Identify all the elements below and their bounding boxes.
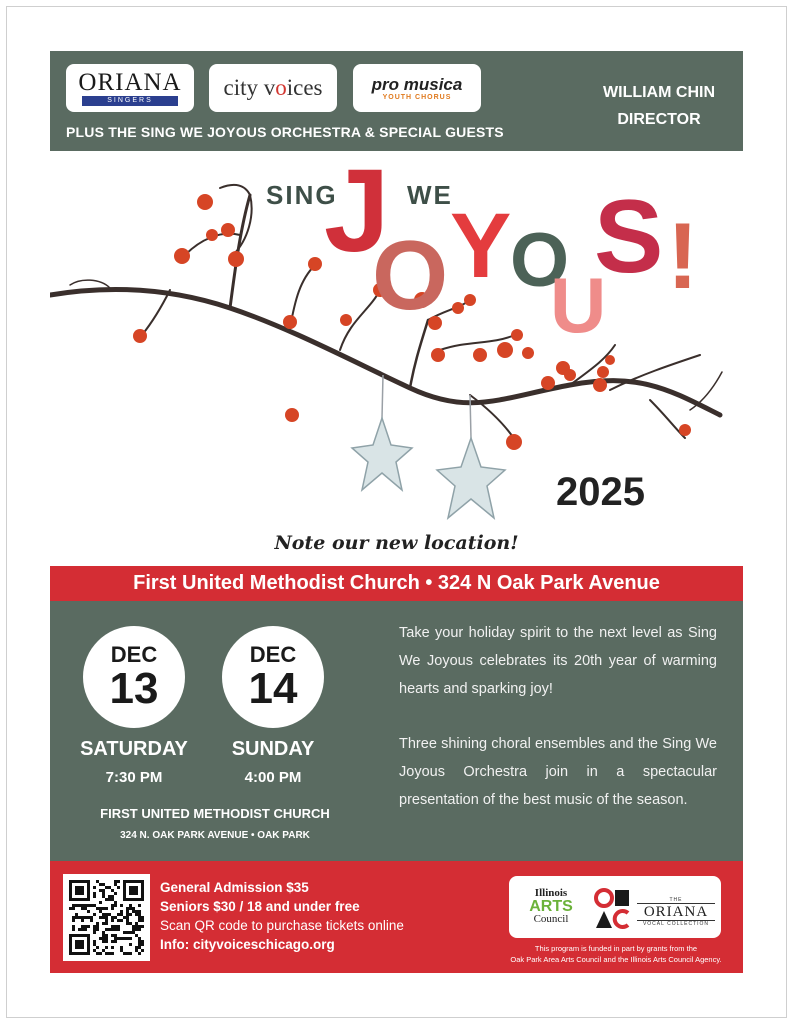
event-year: 2025	[556, 470, 645, 514]
title-joyous-u: U	[550, 261, 607, 349]
ornament-strings	[382, 375, 471, 438]
director-name: WILLIAM CHIN	[603, 84, 715, 101]
city-voices-word-b: ices	[286, 75, 323, 100]
iac-illinois: Illinois	[534, 887, 568, 899]
general-admission: General Admission $35	[160, 880, 309, 895]
senior-pricing: Seniors $30 / 18 and under free	[160, 899, 360, 914]
date-month: DEC	[249, 642, 297, 667]
church-name: FIRST UNITED METHODIST CHURCH	[100, 806, 330, 821]
grant-line-1: This program is funded in part by grants from the	[534, 944, 698, 953]
iac-arts: ARTS	[529, 898, 573, 915]
date-badge-sunday	[222, 626, 324, 728]
event-details	[50, 601, 743, 861]
ticket-qr-code[interactable]	[63, 874, 150, 961]
grant-acknowledgement	[490, 943, 742, 965]
time-saturday: 7:30 PM	[105, 769, 163, 786]
info-link[interactable]: Info: cityvoiceschicago.org	[160, 937, 335, 952]
oriana-vocal-collection-logo	[637, 897, 715, 927]
title-joyous-o2: O	[510, 218, 570, 303]
ticket-info	[160, 878, 404, 954]
pro-musica-word: pro musica	[371, 74, 463, 94]
ovc-the: THE	[669, 897, 683, 903]
qr-code-pattern	[69, 880, 144, 955]
director-title: DIRECTOR	[617, 111, 701, 128]
title-joyous-excl: !	[667, 203, 699, 308]
scan-instruction: Scan QR code to purchase tickets online	[160, 918, 404, 933]
new-location-note: Note our new location!	[274, 532, 519, 554]
oriana-logo-word: ORIANA	[78, 68, 182, 96]
illinois-arts-council-logo	[515, 887, 587, 926]
director-credit	[603, 79, 715, 133]
title-joyous-y: Y	[450, 195, 512, 297]
blurb-paragraph-1: Take your holiday spirit to the next level as Sing We Joyous celebrates its 20th year of warming hearts and sparking joy!	[399, 625, 717, 697]
time-sunday: 4:00 PM	[244, 769, 302, 786]
ovc-sub: VOCAL COLLECTION	[642, 921, 710, 927]
title-joyous-s: S	[594, 179, 664, 295]
plus-guests-line: PLUS THE SING WE JOYOUS ORCHESTRA & SPECIAL GUESTS	[66, 124, 504, 140]
ticket-footer	[50, 861, 743, 973]
date-day: 13	[109, 664, 159, 713]
oriana-singers-logo	[66, 64, 194, 112]
weekday-saturday: SATURDAY	[80, 738, 188, 760]
date-badge-saturday	[83, 626, 185, 728]
pro-musica-sub: YOUTH CHORUS	[382, 93, 452, 101]
grant-line-2: Oak Park Area Arts Council and the Illinois Arts Council Agency.	[510, 955, 722, 964]
date-day: 14	[248, 664, 298, 713]
city-voices-word-o: o	[275, 75, 287, 100]
pro-musica-logo	[353, 64, 481, 112]
church-address: 324 N. OAK PARK AVENUE • OAK PARK	[120, 830, 310, 841]
title-joyous-j: J	[324, 145, 390, 277]
glass-star-ornaments	[352, 418, 505, 518]
city-voices-word-a: city v	[223, 75, 276, 100]
header-band	[50, 51, 743, 151]
city-voices-logo	[209, 64, 337, 112]
weekday-sunday: SUNDAY	[231, 738, 315, 760]
blurb-paragraph-2: Three shining choral ensembles and the Sing We Joyous Orchestra join in a spectacular presentation of the best music of the season.	[399, 736, 717, 808]
date-month: DEC	[110, 642, 158, 667]
title-we: WE	[407, 180, 453, 210]
oriana-logo-sub: SINGERS	[82, 96, 178, 106]
title-sing: SING	[266, 180, 338, 210]
title-joyous-o1: O	[372, 220, 449, 330]
ovc-word: ORIANA	[637, 903, 715, 921]
iac-council: Council	[533, 913, 569, 925]
venue-banner: First United Methodist Church • 324 N Oak Park Avenue	[50, 566, 743, 601]
opac-logo	[594, 886, 632, 930]
sponsor-logos	[509, 876, 721, 938]
